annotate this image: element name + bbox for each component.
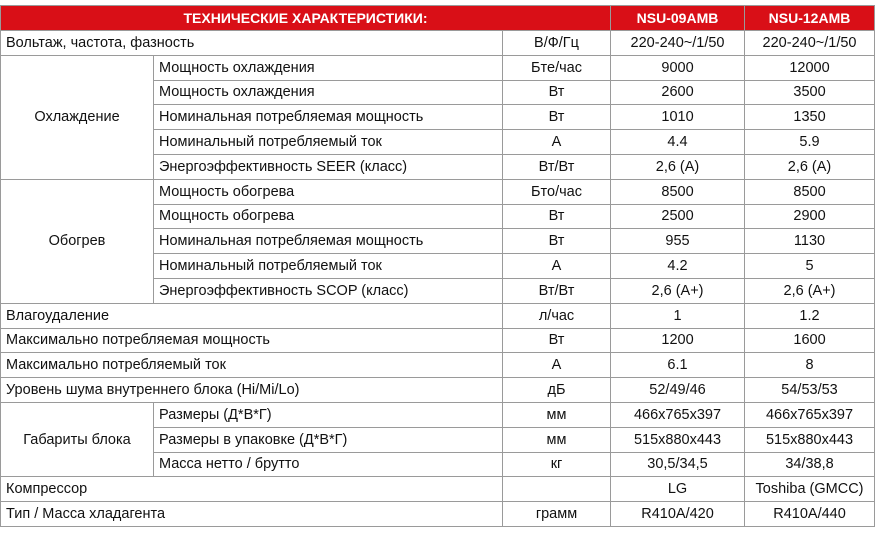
row-unit: Вт — [503, 328, 611, 353]
row-unit: л/час — [503, 303, 611, 328]
row-value-model-1: 2,6 (A) — [611, 154, 745, 179]
table-row — [1, 179, 875, 204]
row-label: Максимально потребляемая мощность — [1, 328, 503, 353]
row-unit: Бто/час — [503, 179, 611, 204]
row-unit: Вт — [503, 80, 611, 105]
row-unit: грамм — [503, 502, 611, 527]
model-1-header: NSU-09AMB — [611, 6, 745, 31]
row-value-model-1: 4.4 — [611, 130, 745, 155]
row-value-model-1: 466x765x397 — [611, 402, 745, 427]
row-label: Компрессор — [1, 477, 503, 502]
row-value-model-2: 2,6 (A) — [745, 154, 875, 179]
row-value-model-1: 220-240~/1/50 — [611, 31, 745, 56]
row-value-model-1: 4.2 — [611, 254, 745, 279]
model-2-header: NSU-12AMB — [745, 6, 875, 31]
row-value-model-1: 9000 — [611, 55, 745, 80]
row-value-model-2: 8500 — [745, 179, 875, 204]
row-unit: Вт/Вт — [503, 278, 611, 303]
row-value-model-1: 1010 — [611, 105, 745, 130]
row-unit: мм — [503, 402, 611, 427]
row-label: Мощность охлаждения — [154, 55, 503, 80]
row-value-model-2: 2900 — [745, 204, 875, 229]
row-value-model-1: 2,6 (A+) — [611, 278, 745, 303]
table-row — [1, 402, 875, 427]
row-value-model-2: 8 — [745, 353, 875, 378]
row-label: Номинальный потребляемый ток — [154, 130, 503, 155]
row-label: Уровень шума внутреннего блока (Hi/Mi/Lo) — [1, 378, 503, 403]
row-label: Номинальная потребляемая мощность — [154, 105, 503, 130]
row-value-model-2: 2,6 (A+) — [745, 278, 875, 303]
table-row — [1, 328, 875, 353]
group-label-dimensions: Габариты блока — [1, 402, 154, 476]
row-unit: А — [503, 130, 611, 155]
row-value-model-2: 5.9 — [745, 130, 875, 155]
row-label: Размеры (Д*В*Г) — [154, 402, 503, 427]
row-label: Энергоэффективность SCOP (класс) — [154, 278, 503, 303]
row-label: Мощность охлаждения — [154, 80, 503, 105]
row-unit: В/Ф/Гц — [503, 31, 611, 56]
row-unit: Вт/Вт — [503, 154, 611, 179]
row-unit: Вт — [503, 229, 611, 254]
table-title: ТЕХНИЧЕСКИЕ ХАРАКТЕРИСТИКИ: — [1, 6, 611, 31]
header-row — [1, 6, 875, 31]
row-unit: мм — [503, 427, 611, 452]
row-value-model-2: 5 — [745, 254, 875, 279]
table-row — [1, 55, 875, 80]
group-label-cooling: Охлаждение — [1, 55, 154, 179]
table-row — [1, 477, 875, 502]
table-row — [1, 303, 875, 328]
row-unit: А — [503, 254, 611, 279]
row-value-model-1: 52/49/46 — [611, 378, 745, 403]
row-label: Размеры в упаковке (Д*В*Г) — [154, 427, 503, 452]
row-label: Номинальный потребляемый ток — [154, 254, 503, 279]
spec-table — [0, 5, 875, 527]
row-value-model-1: 1 — [611, 303, 745, 328]
row-value-model-2: 515x880x443 — [745, 427, 875, 452]
row-label: Энергоэффективность SEER (класс) — [154, 154, 503, 179]
group-label-heating: Обогрев — [1, 179, 154, 303]
row-value-model-2: 1.2 — [745, 303, 875, 328]
row-unit: кг — [503, 452, 611, 477]
row-value-model-2: 12000 — [745, 55, 875, 80]
row-value-model-1: 515x880x443 — [611, 427, 745, 452]
table-row — [1, 353, 875, 378]
row-value-model-1: LG — [611, 477, 745, 502]
row-unit: дБ — [503, 378, 611, 403]
row-unit: Вт — [503, 204, 611, 229]
row-value-model-2: 1130 — [745, 229, 875, 254]
row-label: Номинальная потребляемая мощность — [154, 229, 503, 254]
row-value-model-2: 3500 — [745, 80, 875, 105]
row-value-model-2: 220-240~/1/50 — [745, 31, 875, 56]
row-value-model-2: Toshiba (GMCC) — [745, 477, 875, 502]
row-value-model-2: 1600 — [745, 328, 875, 353]
row-value-model-1: R410A/420 — [611, 502, 745, 527]
row-value-model-2: R410A/440 — [745, 502, 875, 527]
row-value-model-1: 6.1 — [611, 353, 745, 378]
row-value-model-1: 30,5/34,5 — [611, 452, 745, 477]
row-label: Масса нетто / брутто — [154, 452, 503, 477]
row-value-model-1: 8500 — [611, 179, 745, 204]
row-value-model-2: 466x765x397 — [745, 402, 875, 427]
row-label: Тип / Масса хладагента — [1, 502, 503, 527]
row-label: Влагоудаление — [1, 303, 503, 328]
row-unit: Вт — [503, 105, 611, 130]
row-value-model-2: 1350 — [745, 105, 875, 130]
row-unit: Бте/час — [503, 55, 611, 80]
table-row — [1, 378, 875, 403]
row-value-model-2: 54/53/53 — [745, 378, 875, 403]
row-value-model-1: 1200 — [611, 328, 745, 353]
table-row — [1, 502, 875, 527]
row-label: Вольтаж, частота, фазность — [1, 31, 503, 56]
row-value-model-1: 2500 — [611, 204, 745, 229]
row-value-model-1: 955 — [611, 229, 745, 254]
row-value-model-1: 2600 — [611, 80, 745, 105]
row-label: Мощность обогрева — [154, 204, 503, 229]
row-label: Максимально потребляемый ток — [1, 353, 503, 378]
table-row — [1, 31, 875, 56]
row-value-model-2: 34/38,8 — [745, 452, 875, 477]
row-unit — [503, 477, 611, 502]
row-label: Мощность обогрева — [154, 179, 503, 204]
row-unit: А — [503, 353, 611, 378]
